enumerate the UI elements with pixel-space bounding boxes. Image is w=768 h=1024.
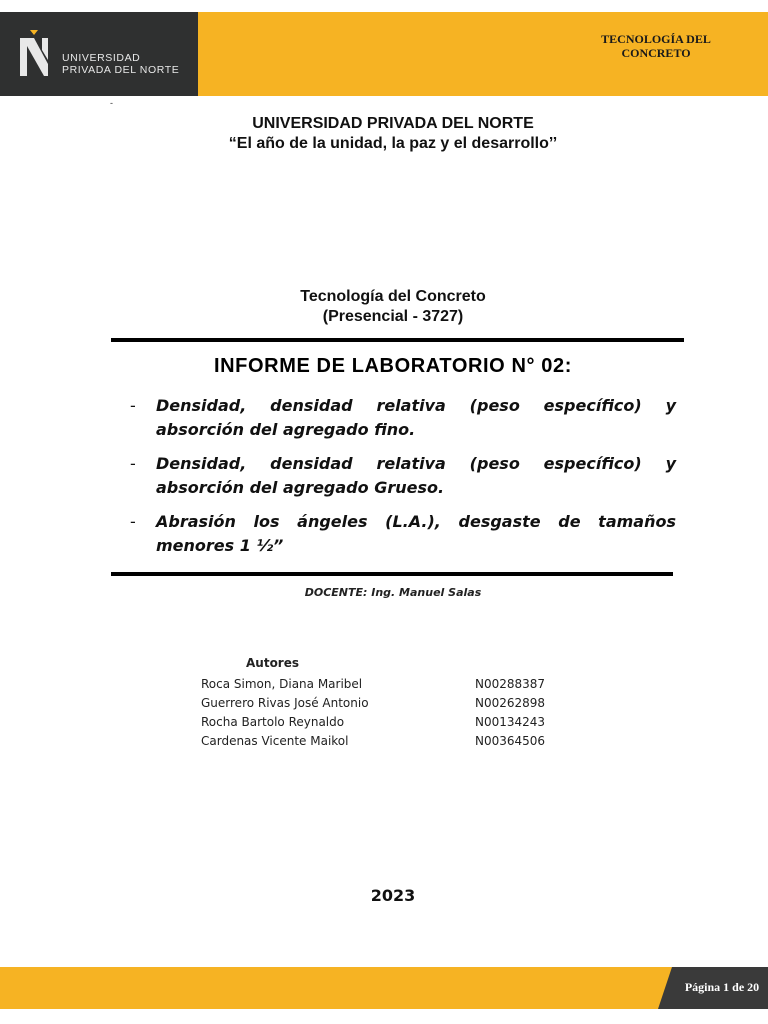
topic-list [130,394,676,568]
author-name: Rocha Bartolo Reynaldo [201,715,345,729]
author-name: Guerrero Rivas José Antonio [201,696,369,710]
page-number: Página 1 de 20 [684,980,760,994]
topic-text: Densidad, densidad relativa (peso específico) y absorción del agregado Grueso. [156,454,676,497]
logo-wordmark [62,52,179,76]
header-course-line1: TECNOLOGÍA DEL [601,32,711,46]
topic-item [130,394,676,442]
authors-heading: Autores [246,656,300,670]
header-course-line2: CONCRETO [621,46,691,60]
report-title: INFORME DE LABORATORIO N° 02: [213,355,572,377]
author-row [201,677,581,696]
logo-text-line2: PRIVADA DEL NORTE [62,64,180,76]
author-name: Cardenas Vicente Maikol [201,734,349,748]
author-code: N00288387 [475,677,546,691]
author-code: N00262898 [475,696,546,710]
topic-dash: - [130,454,136,473]
divider-bottom [111,572,673,576]
course-code: (Presencial - 3727) [322,308,464,325]
instructor-line: DOCENTE: Ing. Manuel Salas [304,586,482,599]
topic-dash: - [130,512,136,531]
university-name: UNIVERSIDAD PRIVADA DEL NORTE [252,115,534,132]
document-header [0,12,768,96]
year-motto: “El año de la unidad, la paz y el desarrollo’’ [228,135,558,152]
topic-item [130,452,676,500]
author-name: Roca Simon, Diana Maribel [201,677,363,691]
header-band [198,12,768,96]
course-title: Tecnología del Concreto [300,288,486,305]
university-logo-icon [18,30,52,80]
report-year: 2023 [370,886,416,905]
author-code: N00364506 [475,734,546,748]
divider-top [111,338,684,342]
footer-band [0,967,768,1009]
header-course-title [576,32,736,60]
author-code: N00134243 [475,715,546,729]
topic-item [130,510,676,558]
topic-text: Abrasión los ángeles (L.A.), desgaste de tamaños menores 1 ½” [156,512,676,555]
topic-dash: - [130,396,136,415]
author-row [201,696,581,715]
author-row [201,715,581,734]
university-logo [0,12,198,96]
logo-text-line1: UNIVERSIDAD [62,52,141,64]
topic-text: Densidad, densidad relativa (peso específico) y absorción del agregado fino. [156,396,676,439]
author-row [201,734,581,753]
stray-mark: - [110,98,113,108]
authors-list [201,677,581,753]
